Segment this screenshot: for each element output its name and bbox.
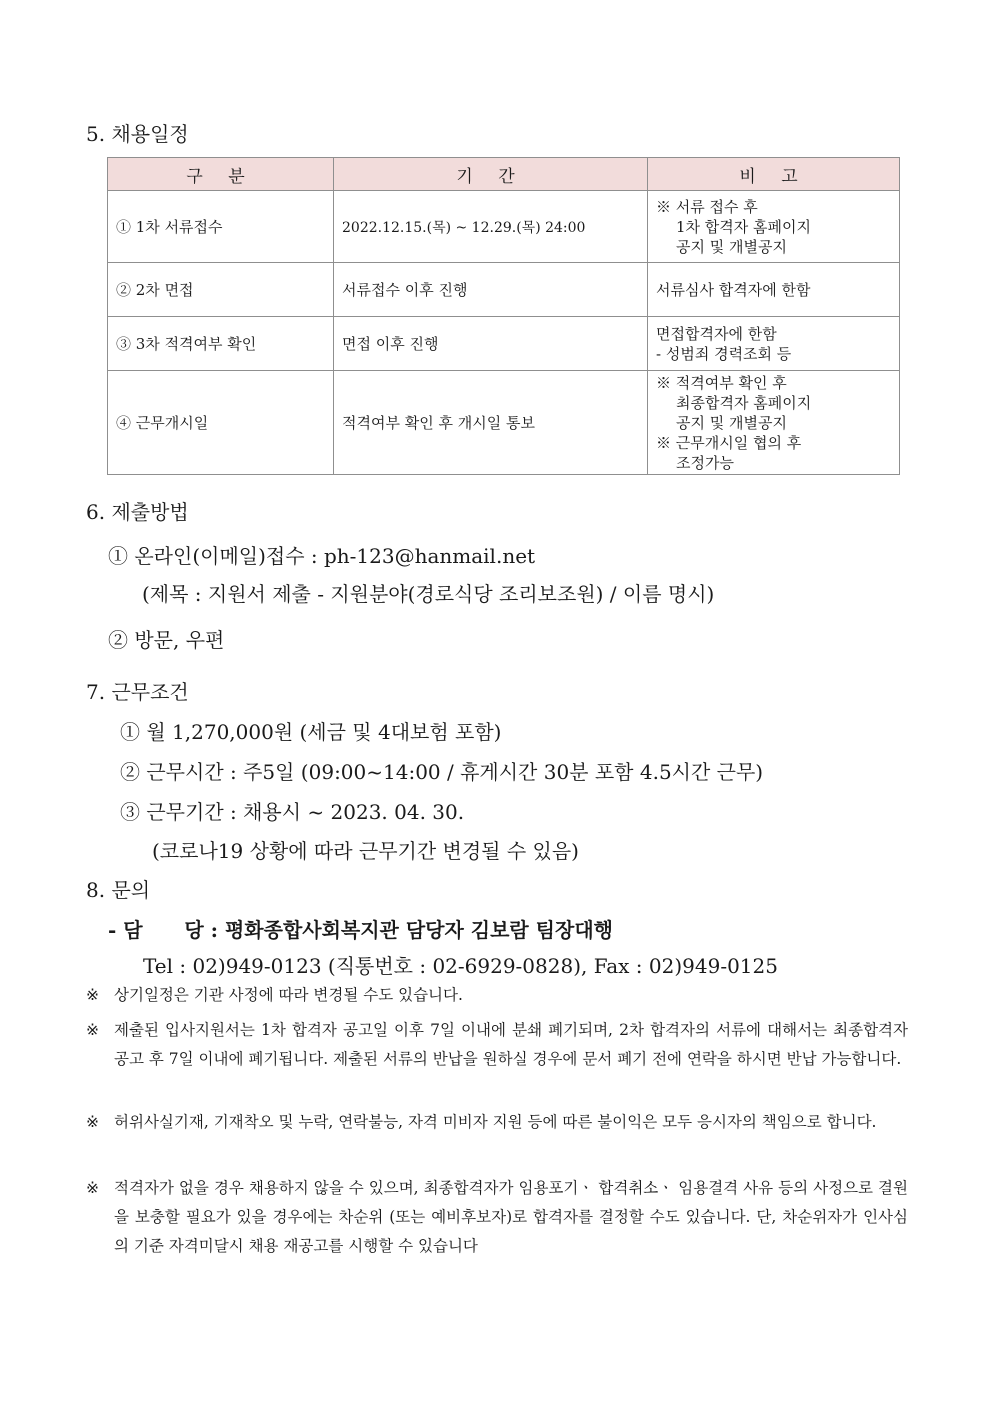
- section-7-title: 7. 근무조건: [86, 680, 189, 704]
- table-row: [108, 371, 900, 475]
- note-text: 허위사실기재, 기재착오 및 누락, 연락불능, 자격 미비자 지원 등에 따른 불이익은 모두 응시자의 책임으로 합니다.: [114, 1113, 877, 1131]
- remark-line: - 성범죄 경력조회 등: [656, 344, 792, 363]
- period-cell: 적격여부 확인 후 개시일 통보: [334, 371, 648, 475]
- submission-email-subject-note: (제목 : 지원서 제출 - 지원분야(경로식당 조리보조원) / 이름 명시): [142, 582, 715, 606]
- table-row: [108, 263, 900, 317]
- note-text: 적격자가 없을 경우 채용하지 않을 수 있으며, 최종합격자가 임용포기ㆍ 합격취소ㆍ 임용결격 사유 등의 사정으로 결원을 보충할 필요가 있을 경우에는 차순위 (또는 예비후보자)로 합격자를 결정할 수도 있습니다. 단, 차순위자가 인사심의 기준 자격미달시 채용 재공고를 시행할 수 있습니다: [114, 1179, 908, 1255]
- section-6-title: 6. 제출방법: [86, 500, 189, 524]
- recruitment-schedule-table: [107, 157, 900, 475]
- remark-line: ※ 서류 접수 후: [656, 197, 758, 216]
- period-cell: 2022.12.15.(목) ~ 12.29.(목) 24:00: [334, 191, 648, 263]
- stage-cell: ④ 근무개시일: [108, 371, 334, 475]
- remarks-cell: [648, 371, 900, 475]
- submission-online-item: ① 온라인(이메일)접수 : ph-123@hanmail.net: [108, 544, 536, 568]
- remark-line: 면접합격자에 한함: [656, 324, 777, 343]
- remarks-cell: [648, 191, 900, 263]
- section-5-title: 5. 채용일정: [86, 122, 189, 146]
- stage-cell: ① 1차 서류접수: [108, 191, 334, 263]
- table-row: [108, 191, 900, 263]
- note-item: [86, 1108, 908, 1137]
- remark-line: ※ 적격여부 확인 후: [656, 373, 787, 392]
- remark-line: 공지 및 개별공지: [676, 237, 787, 256]
- remark-line: 서류심사 합격자에 한함: [656, 280, 811, 299]
- note-text: 상기일정은 기관 사정에 따라 변경될 수도 있습니다.: [114, 986, 463, 1004]
- remarks-cell: [648, 317, 900, 371]
- contact-phone-fax: Tel : 02)949-0123 (직통번호 : 02-6929-0828), Fax : 02)949-0125: [143, 954, 778, 978]
- contact-person: - 담 당 : 평화종합사회복지관 담당자 김보람 팀장대행: [108, 918, 613, 942]
- condition-period-item: ③ 근무기간 : 채용시 ~ 2023. 04. 30.: [120, 800, 465, 824]
- header-category: 구 분: [108, 158, 334, 191]
- remark-line: ※ 근무개시일 협의 후: [656, 433, 802, 452]
- table-header-row: [108, 158, 900, 191]
- section-8-title: 8. 문의: [86, 878, 151, 902]
- remark-line: 최종합격자 홈페이지: [676, 393, 812, 412]
- stage-cell: ③ 3차 적격여부 확인: [108, 317, 334, 371]
- note-item: [86, 1016, 908, 1074]
- reference-mark-icon: ※: [86, 1021, 99, 1039]
- note-item: [86, 1174, 908, 1261]
- header-period: 기 간: [334, 158, 648, 191]
- note-item: [86, 981, 908, 1010]
- period-cell: 면접 이후 진행: [334, 317, 648, 371]
- submission-visit-mail-item: ② 방문, 우편: [108, 628, 225, 652]
- remarks-cell: [648, 263, 900, 317]
- condition-salary-item: ① 월 1,270,000원 (세금 및 4대보험 포함): [120, 720, 502, 744]
- remark-line: 공지 및 개별공지: [676, 413, 787, 432]
- note-text: 제출된 입사지원서는 1차 합격자 공고일 이후 7일 이내에 분쇄 폐기되며, 2차 합격자의 서류에 대해서는 최종합격자 공고 후 7일 이내에 폐기됩니다. 제출된 서류의 반납을 원하실 경우에 문서 폐기 전에 연락을 하시면 반납 가능합니다.: [114, 1021, 908, 1068]
- condition-hours-item: ② 근무시간 : 주5일 (09:00~14:00 / 휴게시간 30분 포함 4.5시간 근무): [120, 760, 764, 784]
- header-remarks: 비 고: [648, 158, 900, 191]
- table-row: [108, 317, 900, 371]
- reference-mark-icon: ※: [86, 986, 99, 1004]
- stage-cell: ② 2차 면접: [108, 263, 334, 317]
- period-cell: 서류접수 이후 진행: [334, 263, 648, 317]
- remark-line: 조정가능: [676, 453, 734, 472]
- reference-mark-icon: ※: [86, 1113, 99, 1131]
- condition-period-note: (코로나19 상황에 따라 근무기간 변경될 수 있음): [152, 839, 579, 863]
- reference-mark-icon: ※: [86, 1179, 99, 1197]
- remark-line: 1차 합격자 홈페이지: [676, 217, 812, 236]
